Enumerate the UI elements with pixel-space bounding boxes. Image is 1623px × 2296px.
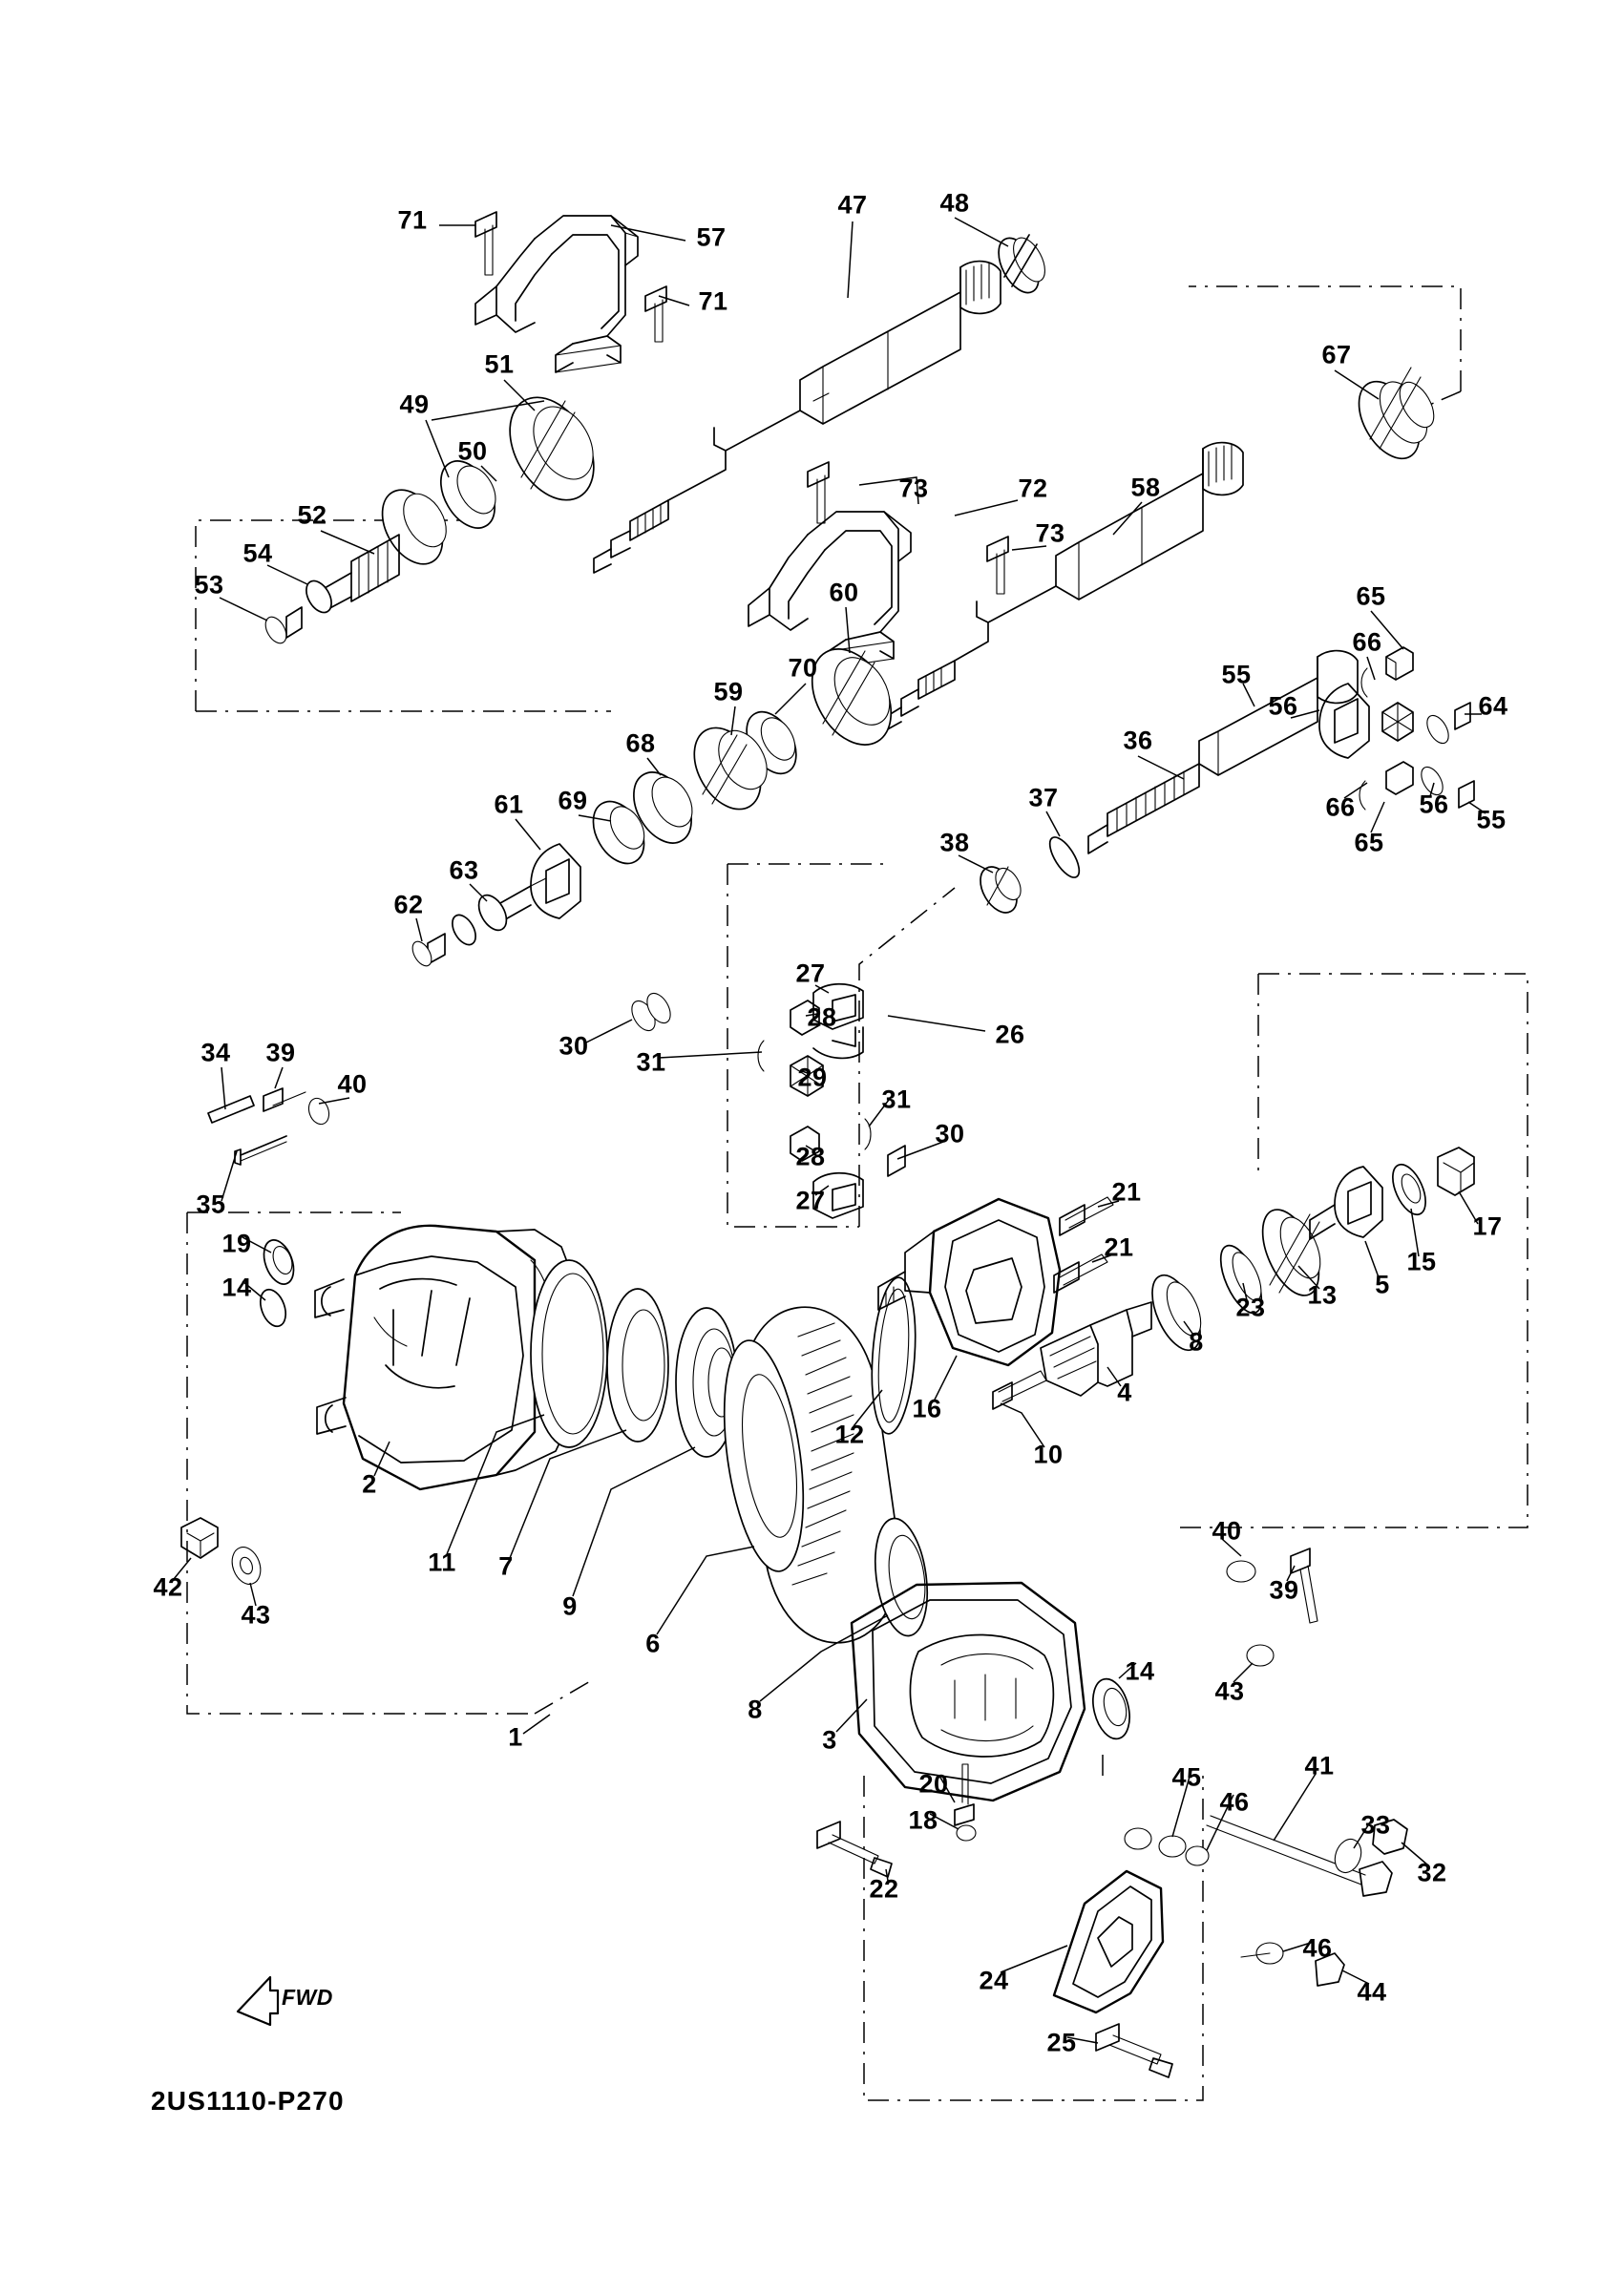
callout-number: 56 (1419, 790, 1449, 819)
callout-number: 40 (1212, 1516, 1242, 1546)
callout-number: 29 (797, 1063, 828, 1092)
fwd-label: FWD (282, 1985, 333, 2010)
callout-number: 68 (625, 728, 656, 758)
callout-number: 13 (1307, 1280, 1338, 1310)
callout-number: 21 (1111, 1177, 1142, 1207)
callout-number: 50 (457, 436, 488, 466)
callout-number: 4 (1117, 1378, 1132, 1407)
callout-number: 66 (1325, 792, 1356, 822)
callout-number: 69 (558, 786, 588, 815)
callout-number: 55 (1476, 805, 1507, 834)
callout-number: 52 (297, 500, 327, 530)
callout-number: 46 (1302, 1933, 1333, 1963)
callout-number: 2 (362, 1469, 377, 1499)
callout-number: 25 (1046, 2028, 1077, 2057)
callout-number: 63 (449, 855, 479, 885)
callout-number: 71 (397, 205, 428, 235)
callout-number: 43 (1214, 1676, 1245, 1706)
callout-number: 73 (1035, 518, 1065, 548)
part-code-label: 2US1110-P270 (151, 2086, 345, 2116)
callout-number: 48 (939, 188, 970, 218)
callout-number: 31 (636, 1047, 666, 1077)
callout-number: 30 (559, 1031, 589, 1061)
callout-number: 14 (221, 1273, 252, 1302)
callout-number: 12 (834, 1420, 865, 1449)
callout-number: 64 (1478, 691, 1508, 721)
callout-number: 20 (918, 1769, 949, 1799)
callout-number: 58 (1130, 473, 1161, 502)
callout-number: 44 (1357, 1977, 1387, 2007)
callout-number: 38 (939, 828, 970, 857)
callout-number: 42 (153, 1572, 183, 1602)
callout-number: 51 (484, 349, 515, 379)
callout-number: 33 (1360, 1810, 1391, 1840)
callout-number: 31 (881, 1085, 912, 1114)
callout-number: 27 (795, 958, 826, 988)
callout-number: 70 (788, 653, 818, 683)
callout-number: 59 (713, 677, 744, 706)
callout-number: 36 (1123, 726, 1153, 755)
callout-number: 61 (494, 790, 524, 819)
callout-number: 8 (1189, 1327, 1204, 1357)
callout-number: 46 (1219, 1787, 1250, 1817)
callout-number: 23 (1235, 1293, 1266, 1322)
callout-number: 15 (1406, 1247, 1437, 1276)
callout-number: 60 (829, 578, 859, 607)
callout-number: 45 (1171, 1762, 1202, 1792)
callout-number: 56 (1268, 691, 1298, 721)
callout-number: 8 (748, 1695, 763, 1724)
callout-number: 47 (837, 190, 868, 220)
callout-number: 5 (1375, 1270, 1390, 1299)
callout-number: 24 (979, 1966, 1009, 1995)
callout-number: 6 (645, 1629, 661, 1658)
callout-number: 66 (1352, 627, 1382, 657)
callout-number: 72 (1018, 474, 1048, 503)
callout-number: 65 (1354, 828, 1384, 857)
callout-number: 34 (200, 1038, 231, 1067)
fwd-direction-marker (232, 1971, 356, 2029)
callout-number: 53 (194, 570, 224, 600)
callout-number: 26 (995, 1020, 1025, 1049)
callout-number: 39 (1269, 1575, 1299, 1605)
callout-number: 16 (912, 1394, 942, 1423)
callout-number: 37 (1028, 783, 1059, 812)
callout-number: 27 (795, 1186, 826, 1215)
callout-number: 7 (498, 1551, 514, 1581)
callout-number: 54 (242, 538, 273, 568)
callout-number: 3 (822, 1725, 837, 1755)
callout-number: 49 (399, 390, 430, 419)
callout-number: 41 (1304, 1751, 1335, 1780)
callout-number: 62 (393, 890, 424, 919)
callout-number: 65 (1356, 581, 1386, 611)
callout-number: 17 (1472, 1211, 1503, 1241)
callout-number: 11 (428, 1548, 456, 1577)
callout-number: 9 (562, 1591, 578, 1621)
callout-number: 40 (337, 1069, 368, 1099)
callout-number: 55 (1221, 660, 1252, 689)
callout-number: 22 (869, 1874, 899, 1904)
callout-number: 14 (1125, 1656, 1155, 1686)
callout-number: 1 (508, 1722, 523, 1752)
callout-number: 32 (1417, 1858, 1447, 1887)
callout-number: 10 (1033, 1440, 1064, 1469)
callout-number: 43 (241, 1600, 271, 1630)
callout-number: 30 (935, 1119, 965, 1148)
callout-number: 28 (807, 1002, 837, 1032)
callout-number: 67 (1321, 340, 1352, 369)
callout-number: 19 (221, 1229, 252, 1258)
callout-number: 35 (196, 1190, 226, 1219)
callout-number: 73 (898, 474, 929, 503)
callout-number: 39 (265, 1038, 296, 1067)
callout-number: 71 (698, 286, 728, 316)
callout-number: 57 (696, 222, 727, 252)
callout-number: 18 (908, 1805, 938, 1835)
callout-number: 28 (795, 1142, 826, 1171)
callout-number: 21 (1104, 1232, 1134, 1262)
